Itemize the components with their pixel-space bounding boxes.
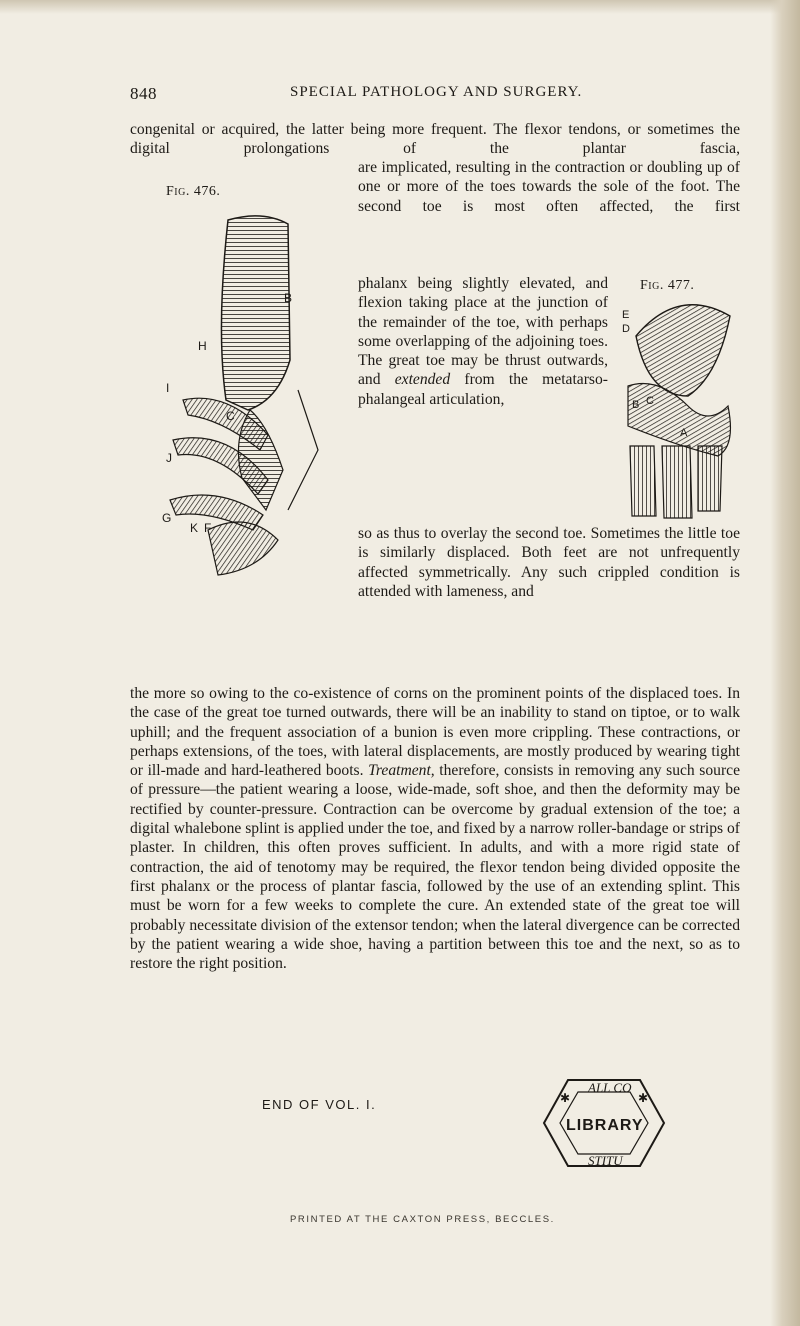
stamp-star-right: ✱ — [638, 1091, 649, 1105]
figure-476-label: Fig. 476. — [166, 184, 221, 199]
fig476-letter-j: J — [166, 451, 172, 465]
text-paragraph-mid — [358, 158, 740, 216]
text-narrow-start: phalanx being slightly elevated, and flexion taking place at the junction of the remainder of the toe, with perhaps some overlapping of the adjoining toes. The great toe may be thrust outwards, and — [358, 275, 608, 389]
fig477-letter-a: A — [680, 427, 688, 439]
fig477-upper-toe — [636, 305, 730, 396]
text-wrap-lines: so as thus to overlay the second toe. Sometimes the little toe is similarly displaced. Both feet are not unfrequently affected symmetrically. Any such crippled condition is attended with lameness, and — [358, 525, 740, 600]
text-wrap-block — [358, 524, 740, 601]
end-of-volume-note: END OF VOL. I. — [262, 1097, 377, 1112]
figure-477-label: Fig. 477. — [640, 278, 695, 293]
fig476-letter-c: C — [226, 409, 235, 423]
figure-477-engraving — [618, 296, 740, 524]
text-narrow-end: from the metatarso-phalangeal articulation, — [358, 371, 608, 408]
text-body-part-a: the more so owing to the co-existence of corns on the prominent points of the displaced toes. In the case of the great toe turned outwards, there will be an inability to stand on tiptoe, or to walk uphill; and the frequent association of a bunion is even more crippling. These contractions, or perhaps extensions, of the toes, with lateral displacements, are mostly produced by wearing tight or ill-made and hard-leathered boots. — [130, 685, 740, 780]
text-column-narrow — [358, 274, 608, 409]
figure-476-engraving — [162, 210, 348, 580]
stamp-star-left: ✱ — [560, 1091, 571, 1105]
page-header — [130, 84, 740, 108]
page-edge-shadow-right — [770, 0, 800, 1326]
text-top-lines: congenital or acquired, the latter being more frequent. The flexor tendons, or sometimes the digital prolongations of the plantar fascia, — [130, 121, 740, 158]
text-body-paragraph — [130, 684, 740, 973]
text-body-part-b: therefore, consists in removing any such source of pressure—the patient wearing a loose, wide-made, soft shoe, and then the deformity may be rectified by counter-pressure. Contraction can be overcome by gradual extension of the toe; a digital whalebone splint is applied under the toe, and fixed by a narrow roller-bandage or strips of plaster. In children, this often proves sufficient. In adults, and with a more rigid state of contraction, the aid of tenotomy may be required, the flexor tendon being divided opposite the first phalanx or the process of plantar fascia, followed by the use of an extending splint. This must be worn for a few weeks to complete the cure. An extended state of the great toe will probably necessitate division of the extensor tendon; when the lateral divergence can be corrected by the patient wearing a wide shoe, having a partition between this toe and the next, so as to restore the right position. — [130, 762, 740, 973]
fig476-letter-k: K — [190, 521, 199, 535]
library-stamp — [538, 1062, 670, 1184]
fig476-tendon-4 — [208, 522, 278, 575]
page-number: 848 — [130, 84, 157, 103]
stamp-bottom-text: STITU — [588, 1153, 623, 1168]
page-edge-shadow-top — [0, 0, 800, 14]
fig476-letter-h: H — [198, 339, 207, 353]
stamp-middle-text: LIBRARY — [566, 1117, 644, 1134]
fig477-letter-e: E — [622, 309, 630, 321]
printer-imprint: PRINTED AT THE CAXTON PRESS, BECCLES. — [290, 1214, 555, 1225]
fig477-bone-3 — [698, 446, 722, 511]
text-narrow-block — [358, 274, 608, 409]
text-mid-lines: are implicated, resulting in the contraction or doubling up of one or more of the toes towards the sole of the foot. The second toe is most often affected, the first — [358, 159, 740, 215]
text-paragraph-top — [130, 120, 740, 159]
fig477-letter-b: B — [632, 399, 640, 411]
fig477-letter-c: C — [646, 395, 654, 407]
fig477-bone-2 — [662, 446, 692, 518]
fig476-letter-b: B — [284, 291, 293, 305]
fig476-upper-bone — [221, 216, 293, 410]
fig476-letter-i: I — [166, 381, 170, 395]
fig476-letter-f: F — [204, 521, 212, 535]
fig476-letter-g: G — [162, 511, 172, 525]
stamp-top-text: ALL CO — [588, 1080, 632, 1095]
text-italic-treatment: Treatment, — [368, 762, 435, 780]
fig477-letter-d: D — [622, 323, 630, 335]
running-head: SPECIAL PATHOLOGY AND SURGERY. — [290, 84, 583, 100]
text-italic-extended: extended — [394, 371, 451, 389]
text-body — [130, 684, 740, 973]
fig476-outline-right — [288, 390, 318, 510]
fig477-bone-1 — [630, 446, 656, 516]
